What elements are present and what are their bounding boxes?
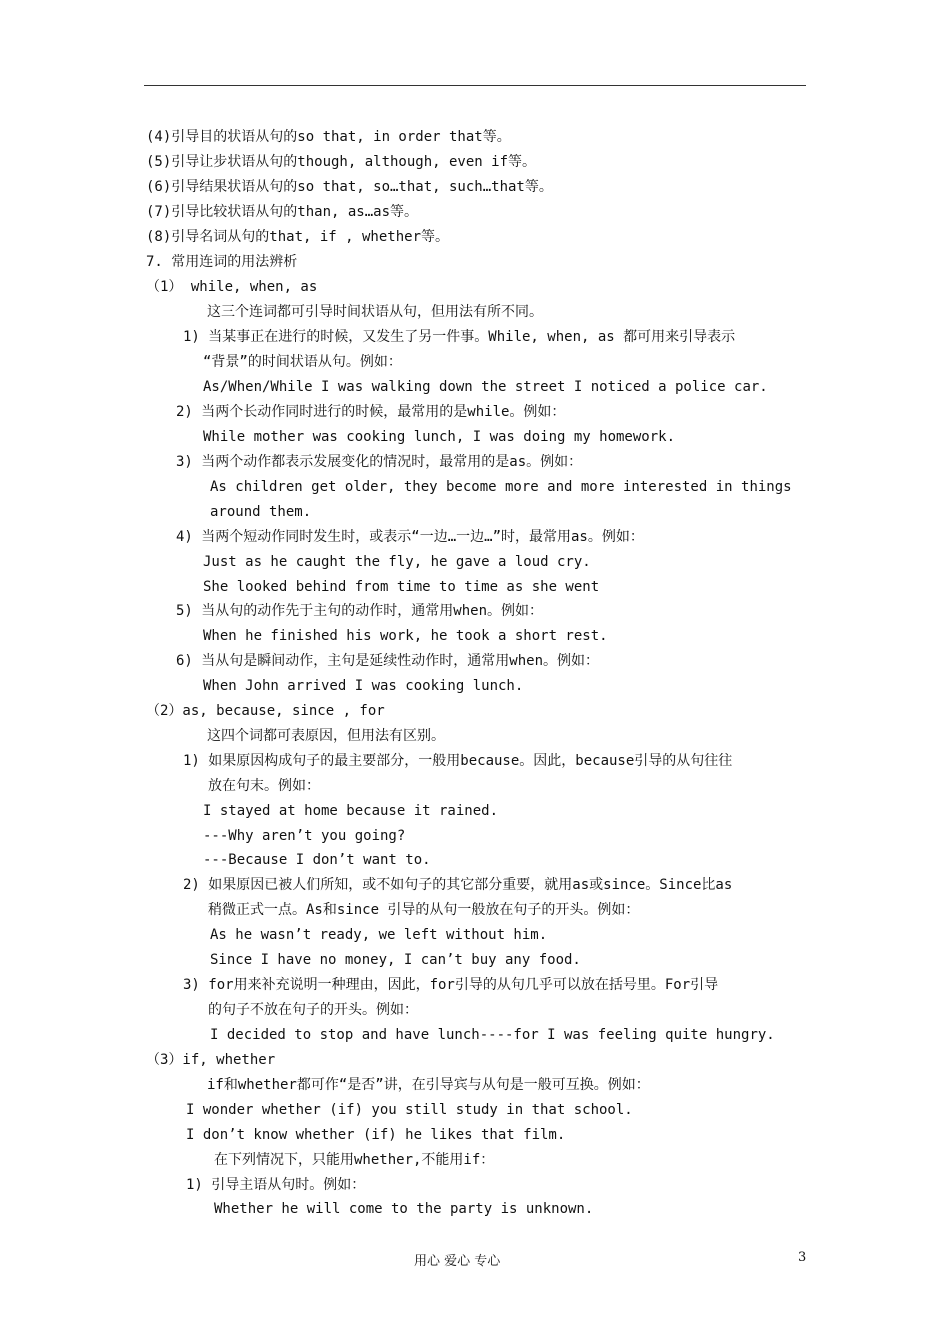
text-line: “背景”的时间状语从句。例如：: [203, 354, 402, 370]
text-line: (7)引导比较状语从句的than, as…as等。: [146, 204, 419, 220]
example-sentence: Since I have no money, I can’t buy any food.: [210, 952, 581, 968]
example-sentence: ---Because I don’t want to.: [203, 852, 431, 868]
page-number: 3: [798, 1250, 807, 1265]
list-item: 1) 如果原因构成句子的最主要部分，一般用because。因此，because引导的从句往往: [183, 753, 733, 769]
text-line: (5)引导让步状语从句的though, although, even if等。: [146, 154, 537, 170]
list-item: 5) 当从句的动作先于主句的动作时，通常用when。例如：: [176, 603, 543, 619]
example-sentence: I decided to stop and have lunch----for I was feeling quite hungry.: [210, 1027, 775, 1043]
example-sentence: When John arrived I was cooking lunch.: [203, 678, 524, 694]
text-line: if和whether都可作“是否”讲，在引导宾与从句是一般可互换。例如：: [207, 1077, 650, 1093]
example-sentence: Whether he will come to the party is unknown.: [214, 1201, 594, 1217]
text-line: (8)引导名词从句的that, if , whether等。: [146, 229, 450, 245]
list-item: 1) 引导主语从句时。例如：: [186, 1177, 366, 1193]
example-sentence: As children get older, they become more and more interested in things: [210, 479, 792, 495]
text-line: 这四个词都可表原因，但用法有区别。: [207, 728, 445, 744]
example-sentence: I don’t know whether (if) he likes that film.: [186, 1127, 566, 1143]
subsection-heading: （1） while, when, as: [146, 279, 318, 295]
text-line: (6)引导结果状语从句的so that, so…that, such…that等。: [146, 179, 553, 195]
example-sentence: I stayed at home because it rained.: [203, 803, 499, 819]
example-sentence: I wonder whether (if) you still study in that school.: [186, 1102, 633, 1118]
list-item: 4) 当两个短动作同时发生时，或表示“一边…一边…”时，最常用as。例如：: [176, 529, 644, 545]
text-line: 的句子不放在句子的开头。例如：: [208, 1002, 418, 1018]
list-item: 2) 当两个长动作同时进行的时候，最常用的是while。例如：: [176, 404, 566, 420]
subsection-heading: （3）if, whether: [146, 1052, 276, 1068]
example-sentence: While mother was cooking lunch, I was doing my homework.: [203, 429, 676, 445]
example-sentence: around them.: [210, 504, 312, 520]
example-sentence: As/When/While I was walking down the street I noticed a police car.: [203, 379, 768, 395]
example-sentence: ---Why aren’t you going?: [203, 828, 406, 844]
list-item: 2) 如果原因已被人们所知，或不如句子的其它部分重要，就用as或since。Since比as: [183, 877, 733, 893]
list-item: 3) for用来补充说明一种理由，因此，for引导的从句几乎可以放在括号里。For引导: [183, 977, 719, 993]
subsection-heading: （2）as, because, since , for: [146, 703, 385, 719]
example-sentence: As he wasn’t ready, we left without him.: [210, 927, 548, 943]
footer-slogan: 用心 爱心 专心: [414, 1254, 501, 1269]
text-line: 放在句末。例如：: [208, 778, 320, 794]
text-line: (4)引导目的状语从句的so that, in order that等。: [146, 129, 511, 145]
header-rule: [144, 85, 806, 86]
list-item: 3) 当两个动作都表示发展变化的情况时，最常用的是as。例如：: [176, 454, 583, 470]
text-line: 稍微正式一点。As和since 引导的从句一般放在句子的开头。例如：: [208, 902, 640, 918]
text-line: 这三个连词都可引导时间状语从句，但用法有所不同。: [207, 304, 543, 320]
text-line: 在下列情况下，只能用whether,不能用if：: [214, 1152, 495, 1168]
section-heading: 7. 常用连词的用法辨析: [146, 254, 298, 270]
list-item: 1) 当某事正在进行的时候，又发生了另一件事。While, when, as 都可用来引导表示: [183, 329, 736, 345]
list-item: 6) 当从句是瞬间动作，主句是延续性动作时，通常用when。例如：: [176, 653, 599, 669]
example-sentence: She looked behind from time to time as she went: [203, 579, 600, 595]
example-sentence: Just as he caught the fly, he gave a loud cry.: [203, 554, 591, 570]
example-sentence: When he finished his work, he took a short rest.: [203, 628, 608, 644]
